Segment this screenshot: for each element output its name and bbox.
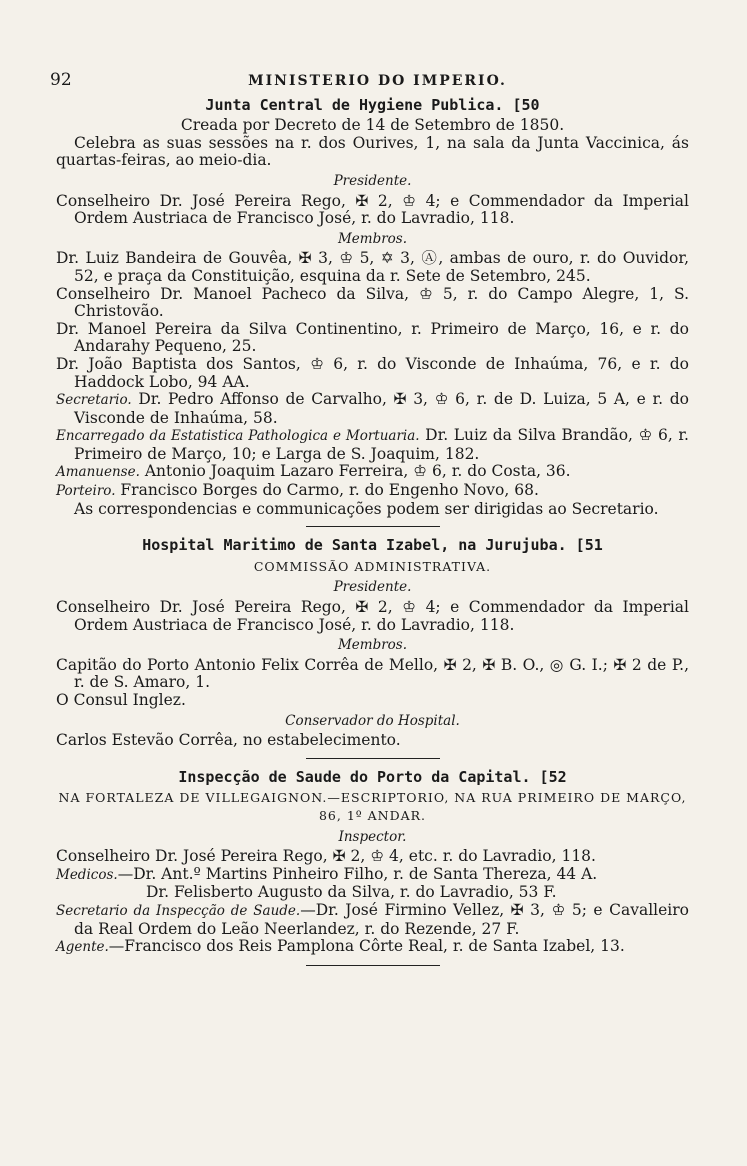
entry-conservador: Carlos Estevão Corrêa, no estabelecimento. xyxy=(56,731,401,750)
section-divider xyxy=(306,526,440,527)
entry-inspector: Conselheiro Dr. José Pereira Rego, ✠ 2, ♔ 4, etc. r. do Lavradio, 118. xyxy=(56,847,596,866)
meeting-paragraph: Celebra as suas sessões na r. dos Ourives, 1, na sala da Junta Vaccinica, ás quartas-feiras, ao meio-dia. xyxy=(56,133,689,170)
entry-presidente: Conselheiro Dr. José Pereira Rego, ✠ 2, ♔ 4; e Commendador da Imperial Ordem Austriaca de Francisco José, r. do Lavradio, 118. xyxy=(56,598,689,634)
section-junta-central xyxy=(56,97,689,519)
entry-agente xyxy=(56,938,689,957)
entry-medico: Dr. Felisberto Augusto da Silva, r. do Lavradio, 53 F. xyxy=(146,883,557,902)
entry-member: Dr. Manoel Pereira da Silva Continentino, r. Primeiro de Março, 16, e r. do Andarahy Pequeno, 25. xyxy=(56,319,689,356)
section-divider xyxy=(306,965,440,966)
entry-member: O Consul Inglez. xyxy=(56,691,186,709)
section-title: Inspecção de Saude do Porto da Capital. [52 xyxy=(178,767,567,786)
entry-porteiro xyxy=(56,482,689,501)
entry-member: Dr. Luiz Bandeira de Gouvêa, ✠ 3, ♔ 5, ✡ 3, Ⓐ, ambas de ouro, r. do Ouvidor, 52, e praça da Constituição, esquina da r. Sete de Setembro, 245. xyxy=(56,249,689,285)
section-hospital-maritimo xyxy=(56,537,689,750)
entry-text: Antonio Joaquim Lazaro Ferreira, ♔ 6, r. do Costa, 36. xyxy=(144,462,571,481)
role-heading: Presidente. xyxy=(333,172,412,189)
entry-label: Agente. xyxy=(56,939,109,956)
section-subtitle: NA FORTALEZA DE VILLEGAIGNON.—ESCRIPTORIO, NA RUA PRIMEIRO DE MARÇO, 86, 1º ANDAR. xyxy=(58,790,687,823)
entry-label: Secretario. xyxy=(56,392,132,409)
entry-encarregado xyxy=(56,427,689,463)
entry-medicos xyxy=(56,866,689,885)
section-title: Hospital Maritimo de Santa Izabel, na Jurujuba. [51 xyxy=(142,536,603,555)
entry-label: Encarregado da Estatistica Pathologica e Mortuaria. xyxy=(56,428,420,445)
entry-label: Secretario da Inspecção de Saude. xyxy=(56,902,301,919)
entry-secretario xyxy=(56,902,689,938)
entry-label: Amanuense. xyxy=(56,464,140,481)
entry-presidente: Conselheiro Dr. José Pereira Rego, ✠ 2, ♔ 4; e Commendador da Imperial Ordem Austriaca de Francisco José, r. do Lavradio, 118. xyxy=(56,191,689,228)
closing-paragraph: As correspondencias e communicações podem ser dirigidas ao Secretario. xyxy=(74,499,659,518)
entry-text: —Dr. José Firmino Vellez, ✠ 3, ♔ 5; e Cavalleiro da Real Ordem do Leão Neerlandez, r. do Rezende, 27 F. xyxy=(74,900,689,938)
section-inspeccao-saude xyxy=(56,769,689,957)
entry-label: Porteiro. xyxy=(56,483,116,500)
section-subtitle: COMMISSÃO ADMINISTRATIVA. xyxy=(253,558,492,574)
page-number: 92 xyxy=(50,70,72,90)
entry-secretario xyxy=(56,391,689,427)
entry-member: Capitão do Porto Antonio Felix Corrêa de Mello, ✠ 2, ✠ B. O., ◎ G. I.; ✠ 2 de P., r. de S. Amaro, 1. xyxy=(56,655,689,692)
entry-text: Dr. Pedro Affonso de Carvalho, ✠ 3, ♔ 6, r. de D. Luiza, 5 A, e r. do Visconde de Inhaúma, 58. xyxy=(74,390,689,427)
role-heading: Membros. xyxy=(337,637,408,654)
entry-text: —Dr. Ant.º Martins Pinheiro Filho, r. de Santa Thereza, 44 A. xyxy=(117,864,598,883)
entry-label: Medicos. xyxy=(56,866,118,883)
section-divider xyxy=(306,758,440,759)
role-heading: Inspector. xyxy=(338,828,407,845)
section-title: Junta Central de Hygiene Publica. [50 xyxy=(205,95,540,114)
role-heading: Presidente. xyxy=(333,579,412,596)
creation-note: Creada por Decreto de 14 de Setembro de 1850. xyxy=(180,116,565,135)
entry-text: Dr. Luiz da Silva Brandão, ♔ 6, r. Primeiro de Março, 10; e Larga de S. Joaquim, 182. xyxy=(74,426,689,463)
entry-text: Francisco Borges do Carmo, r. do Engenho Novo, 68. xyxy=(120,481,539,500)
entry-member: Conselheiro Dr. Manoel Pacheco da Silva, ♔ 5, r. do Campo Alegre, 1, S. Christovão. xyxy=(56,284,689,321)
role-heading: Conservador do Hospital. xyxy=(285,712,460,729)
entry-amanuense xyxy=(56,463,689,482)
page-header xyxy=(50,70,689,91)
entry-member: Dr. João Baptista dos Santos, ♔ 6, r. do Visconde de Inhaúma, 76, e r. do Haddock Lobo, 94 AA. xyxy=(56,354,689,391)
role-heading: Membros. xyxy=(337,230,408,247)
running-head: MINISTERIO DO IMPERIO. xyxy=(248,73,507,89)
entry-text: —Francisco dos Reis Pamplona Côrte Real, r. de Santa Izabel, 13. xyxy=(108,937,625,956)
